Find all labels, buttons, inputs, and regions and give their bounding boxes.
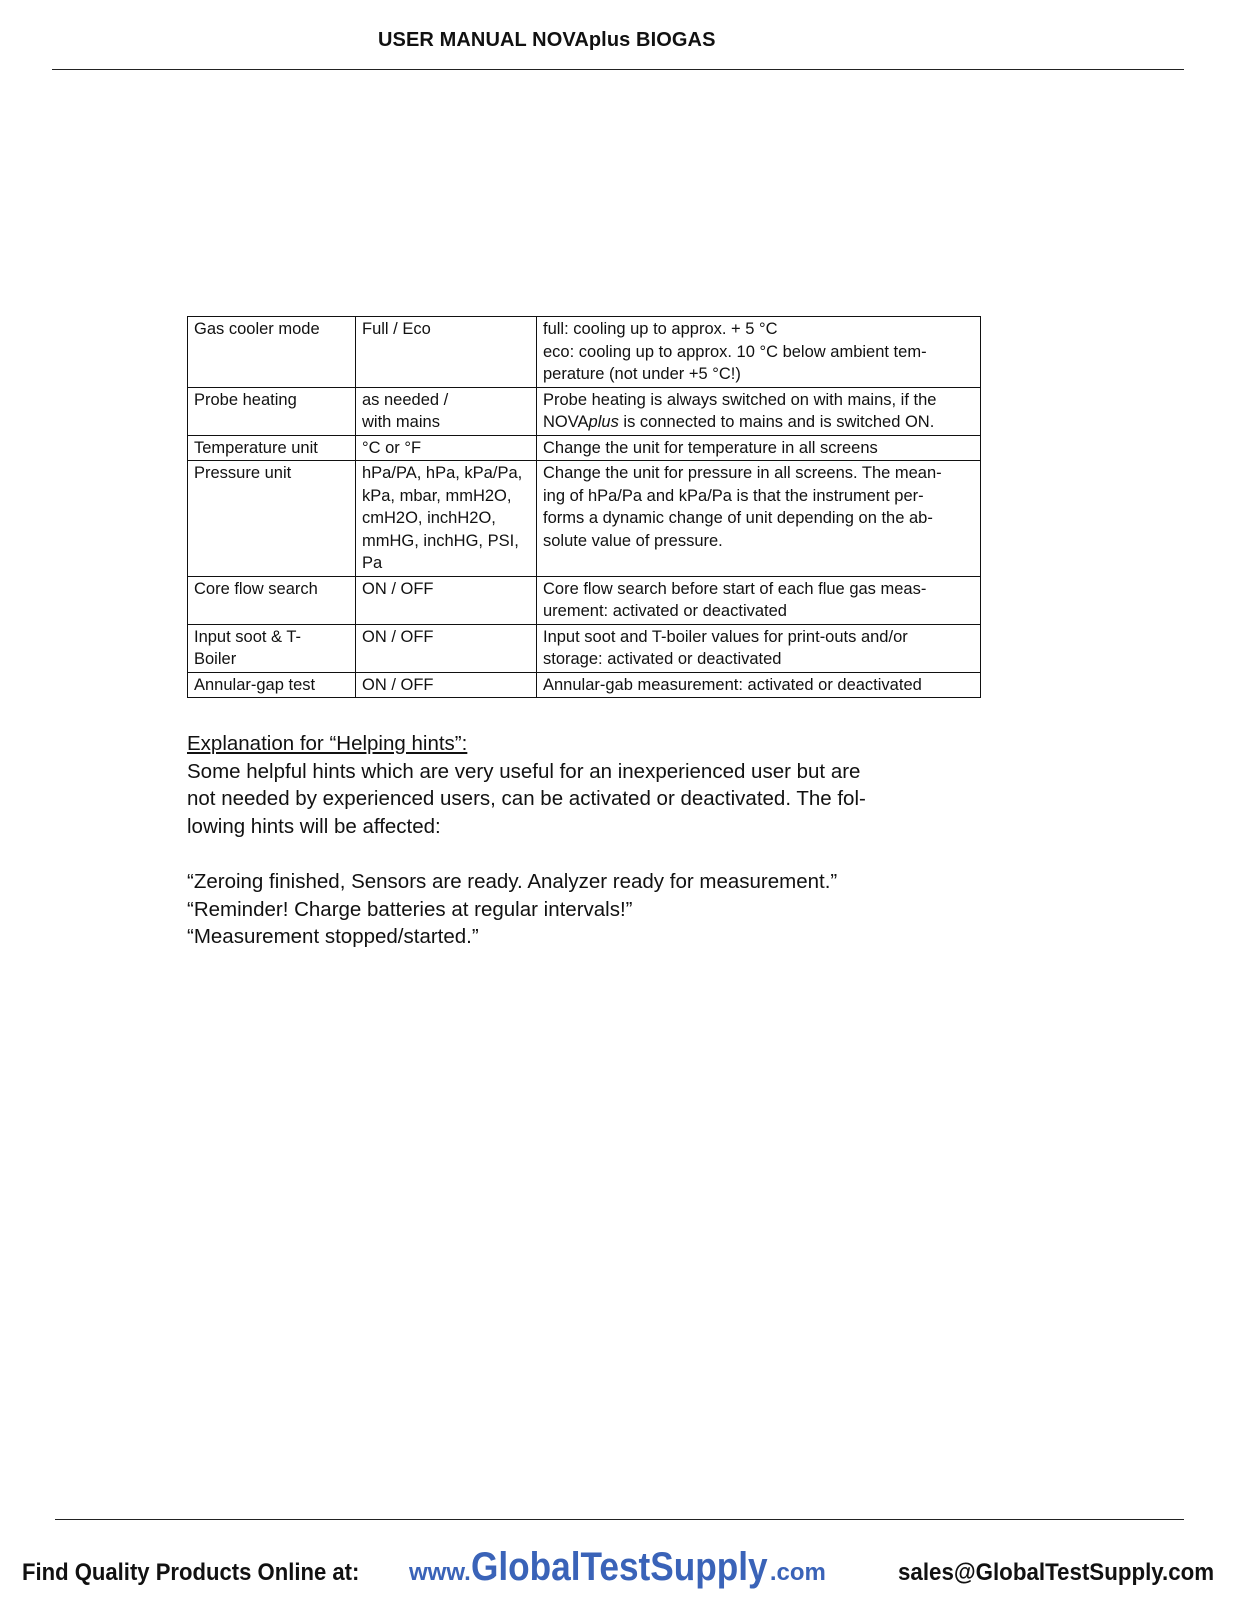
setting-name-cell (188, 576, 356, 624)
setting-values: with mains (362, 413, 440, 431)
website-suffix: .com (769, 1559, 826, 1586)
table-row (188, 435, 981, 461)
setting-values: °C or °F (362, 438, 422, 457)
table-row (188, 672, 981, 698)
setting-values: Pa (362, 554, 383, 572)
setting-name-cell (188, 624, 356, 672)
header-rule (52, 69, 1184, 70)
settings-table (187, 316, 981, 698)
email-link[interactable]: sales@GlobalTestSupply.com (898, 1559, 1215, 1586)
setting-description: Core flow search before start of each flue gas meas- (543, 579, 927, 598)
setting-description: Change the unit for temperature in all screens (543, 438, 878, 457)
setting-description-cell (537, 461, 981, 577)
setting-description: full: cooling up to approx. + 5 °C (543, 320, 778, 338)
table-row (188, 461, 981, 577)
setting-values-cell (356, 461, 537, 577)
brand-name: NOVA (543, 413, 589, 431)
setting-name-cell (188, 435, 356, 461)
hints-body-line: lowing hints will be affected: (187, 814, 441, 838)
hints-body-line: not needed by experienced users, can be activated or deactivated. The fol- (187, 787, 866, 810)
description-text: is connected to mains and is switched ON. (618, 413, 935, 431)
setting-description: solute value of pressure. (543, 531, 723, 550)
setting-name-cell (188, 461, 356, 577)
setting-description-cell (537, 317, 981, 388)
setting-description: forms a dynamic change of unit depending on the ab- (543, 509, 933, 527)
hints-explanation (187, 730, 927, 840)
brand-suffix: plus (588, 413, 619, 431)
website-link[interactable] (409, 1545, 826, 1590)
setting-description: ing of hPa/Pa and kPa/Pa is that the instrument per- (543, 486, 924, 505)
setting-values: kPa, mbar, mmH2O, (362, 486, 512, 505)
setting-description: urement: activated or deactivated (543, 602, 787, 620)
setting-values: cmH2O, inchH2O, (362, 509, 496, 527)
setting-name: Input soot & T- (194, 627, 302, 646)
setting-values: ON / OFF (362, 675, 434, 694)
setting-values-cell (356, 624, 537, 672)
setting-name: Annular-gap test (194, 675, 316, 694)
footer (0, 1545, 1237, 1595)
setting-description: Change the unit for pressure in all screens. The mean- (543, 464, 942, 482)
setting-description-cell (537, 672, 981, 698)
setting-name: Temperature unit (194, 438, 318, 457)
setting-name: Core flow search (194, 579, 318, 598)
hint-quote: “Measurement stopped/started.” (187, 925, 479, 948)
hints-list (187, 868, 927, 951)
hints-heading: Explanation for “Helping hints”: (187, 732, 468, 755)
setting-name: Pressure unit (194, 464, 292, 482)
setting-values-cell (356, 387, 537, 435)
setting-description-cell (537, 624, 981, 672)
table-row (188, 317, 981, 388)
setting-description: Input soot and T-boiler values for print-outs and/or (543, 627, 908, 646)
setting-description: eco: cooling up to approx. 10 °C below ambient tem- (543, 342, 927, 361)
setting-name-cell (188, 317, 356, 388)
setting-values-cell (356, 317, 537, 388)
setting-description: perature (not under +5 °C!) (543, 365, 741, 383)
setting-values: ON / OFF (362, 627, 434, 646)
setting-values: ON / OFF (362, 579, 434, 598)
setting-name: Gas cooler mode (194, 320, 320, 338)
footer-rule (55, 1519, 1184, 1520)
setting-name: Boiler (194, 650, 237, 668)
hints-body-line: Some helpful hints which are very useful for an inexperienced user but are (187, 759, 861, 783)
hint-quote: “Zeroing finished, Sensors are ready. Analyzer ready for measurement.” (187, 870, 838, 893)
setting-values: mmHG, inchHG, PSI, (362, 531, 519, 550)
setting-values: hPa/PA, hPa, kPa/Pa, (362, 464, 523, 482)
setting-name-cell (188, 672, 356, 698)
setting-description-cell (537, 387, 981, 435)
setting-values: Full / Eco (362, 320, 431, 338)
setting-description: Probe heating is always switched on with mains, if the (543, 390, 937, 409)
setting-values-cell (356, 435, 537, 461)
setting-description-cell (537, 576, 981, 624)
website-prefix: www. (409, 1559, 471, 1586)
table-row (188, 387, 981, 435)
hint-quote: “Reminder! Charge batteries at regular intervals!” (187, 897, 633, 921)
setting-values: as needed / (362, 390, 449, 409)
table-row (188, 576, 981, 624)
setting-name-cell (188, 387, 356, 435)
setting-description-cell (537, 435, 981, 461)
footer-label: Find Quality Products Online at: (22, 1559, 360, 1586)
setting-values-cell (356, 576, 537, 624)
setting-name: Probe heating (194, 390, 297, 409)
setting-description: Annular-gab measurement: activated or deactivated (543, 675, 922, 694)
page-title: USER MANUAL NOVAplus BIOGAS (378, 29, 716, 51)
setting-description (543, 411, 974, 434)
setting-description: storage: activated or deactivated (543, 650, 782, 668)
table-row (188, 624, 981, 672)
setting-values-cell (356, 672, 537, 698)
website-name: GlobalTestSupply (470, 1545, 768, 1589)
